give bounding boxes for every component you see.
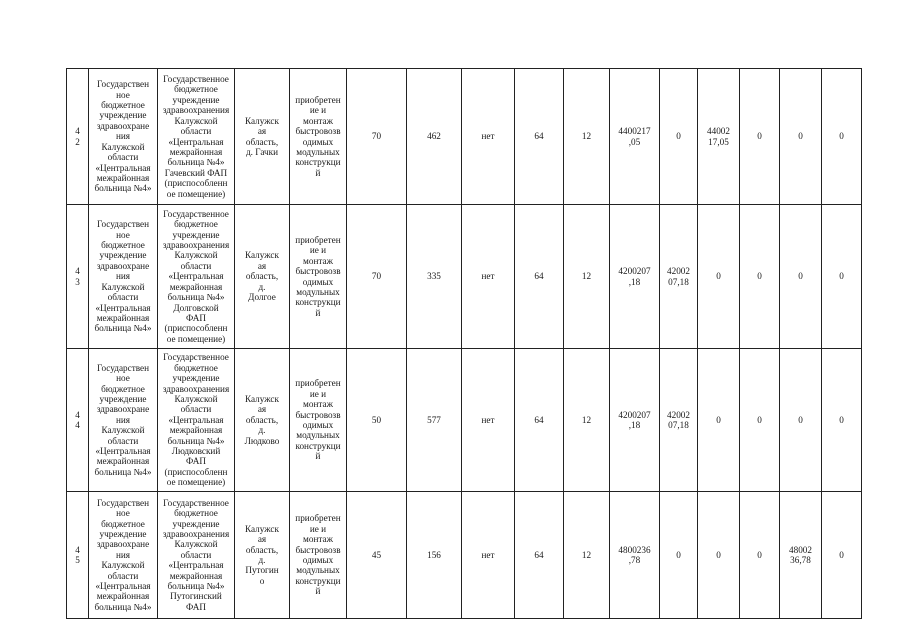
value-cell-8: 0 bbox=[698, 492, 740, 619]
work-type-cell: приобретен ие и монтаж быстровозв одимых модульных конструкци й bbox=[290, 492, 347, 619]
value-cell-3: нет bbox=[462, 69, 515, 205]
institution-cell: Государственное бюджетное учреждение здравоохранения Калужской области «Центральная межрайонная больница №4» Путогинский ФАП bbox=[158, 492, 235, 619]
row-number-cell: 4 2 bbox=[67, 69, 89, 205]
institution-cell: Государственное бюджетное учреждение здравоохранения Калужской области «Центральная межрайонная больница №4» Гачевский ФАП (приспособленн ое помещение) bbox=[158, 69, 235, 205]
value-cell-8: 0 bbox=[698, 205, 740, 349]
value-cell-7: 42002 07,18 bbox=[660, 349, 698, 492]
value-cell-6: 4400217 ,05 bbox=[610, 69, 660, 205]
value-cell-10: 0 bbox=[780, 349, 822, 492]
value-cell-4: 64 bbox=[515, 349, 564, 492]
value-cell-11: 0 bbox=[822, 349, 862, 492]
value-cell-2: 577 bbox=[407, 349, 462, 492]
value-cell-4: 64 bbox=[515, 205, 564, 349]
value-cell-5: 12 bbox=[564, 492, 610, 619]
value-cell-1: 50 bbox=[347, 349, 407, 492]
table-row bbox=[67, 492, 862, 619]
value-cell-10: 0 bbox=[780, 69, 822, 205]
value-cell-4: 64 bbox=[515, 492, 564, 619]
value-cell-11: 0 bbox=[822, 205, 862, 349]
value-cell-1: 70 bbox=[347, 69, 407, 205]
location-cell: Калужск ая область, д. Долгое bbox=[235, 205, 290, 349]
value-cell-5: 12 bbox=[564, 205, 610, 349]
value-cell-6: 4200207 ,18 bbox=[610, 205, 660, 349]
value-cell-2: 156 bbox=[407, 492, 462, 619]
row-number-cell: 4 5 bbox=[67, 492, 89, 619]
value-cell-10: 0 bbox=[780, 205, 822, 349]
value-cell-4: 64 bbox=[515, 69, 564, 205]
value-cell-9: 0 bbox=[740, 349, 780, 492]
work-type-cell: приобретен ие и монтаж быстровозв одимых модульных конструкци й bbox=[290, 205, 347, 349]
value-cell-7: 0 bbox=[660, 492, 698, 619]
organization-cell: Государствен ное бюджетное учреждение здравоохране ния Калужской области «Центральная межрайонная больница №4» bbox=[89, 69, 158, 205]
facilities-table bbox=[66, 68, 862, 619]
table-row bbox=[67, 69, 862, 205]
institution-cell: Государственное бюджетное учреждение здравоохранения Калужской области «Центральная межрайонная больница №4» Людковский ФАП (приспособленн ое помещение) bbox=[158, 349, 235, 492]
value-cell-3: нет bbox=[462, 492, 515, 619]
value-cell-8: 44002 17,05 bbox=[698, 69, 740, 205]
institution-cell: Государственное бюджетное учреждение здравоохранения Калужской области «Центральная межрайонная больница №4» Долговской ФАП (приспособленн ое помещение) bbox=[158, 205, 235, 349]
location-cell: Калужск ая область, д. Гачки bbox=[235, 69, 290, 205]
value-cell-9: 0 bbox=[740, 492, 780, 619]
organization-cell: Государствен ное бюджетное учреждение здравоохране ния Калужской области «Центральная межрайонная больница №4» bbox=[89, 205, 158, 349]
value-cell-11: 0 bbox=[822, 69, 862, 205]
value-cell-3: нет bbox=[462, 349, 515, 492]
value-cell-7: 42002 07,18 bbox=[660, 205, 698, 349]
value-cell-7: 0 bbox=[660, 69, 698, 205]
value-cell-8: 0 bbox=[698, 349, 740, 492]
row-number-cell: 4 4 bbox=[67, 349, 89, 492]
value-cell-3: нет bbox=[462, 205, 515, 349]
table-row bbox=[67, 205, 862, 349]
value-cell-5: 12 bbox=[564, 69, 610, 205]
location-cell: Калужск ая область, д. Путогин о bbox=[235, 492, 290, 619]
organization-cell: Государствен ное бюджетное учреждение здравоохране ния Калужской области «Центральная межрайонная больница №4» bbox=[89, 349, 158, 492]
value-cell-1: 70 bbox=[347, 205, 407, 349]
work-type-cell: приобретен ие и монтаж быстровозв одимых модульных конструкци й bbox=[290, 69, 347, 205]
table-row bbox=[67, 349, 862, 492]
value-cell-2: 335 bbox=[407, 205, 462, 349]
value-cell-2: 462 bbox=[407, 69, 462, 205]
value-cell-9: 0 bbox=[740, 69, 780, 205]
value-cell-6: 4200207 ,18 bbox=[610, 349, 660, 492]
value-cell-9: 0 bbox=[740, 205, 780, 349]
value-cell-1: 45 bbox=[347, 492, 407, 619]
value-cell-11: 0 bbox=[822, 492, 862, 619]
work-type-cell: приобретен ие и монтаж быстровозв одимых модульных конструкци й bbox=[290, 349, 347, 492]
value-cell-5: 12 bbox=[564, 349, 610, 492]
organization-cell: Государствен ное бюджетное учреждение здравоохране ния Калужской области «Центральная межрайонная больница №4» bbox=[89, 492, 158, 619]
row-number-cell: 4 3 bbox=[67, 205, 89, 349]
value-cell-6: 4800236 ,78 bbox=[610, 492, 660, 619]
location-cell: Калужск ая область, д. Людково bbox=[235, 349, 290, 492]
value-cell-10: 48002 36,78 bbox=[780, 492, 822, 619]
